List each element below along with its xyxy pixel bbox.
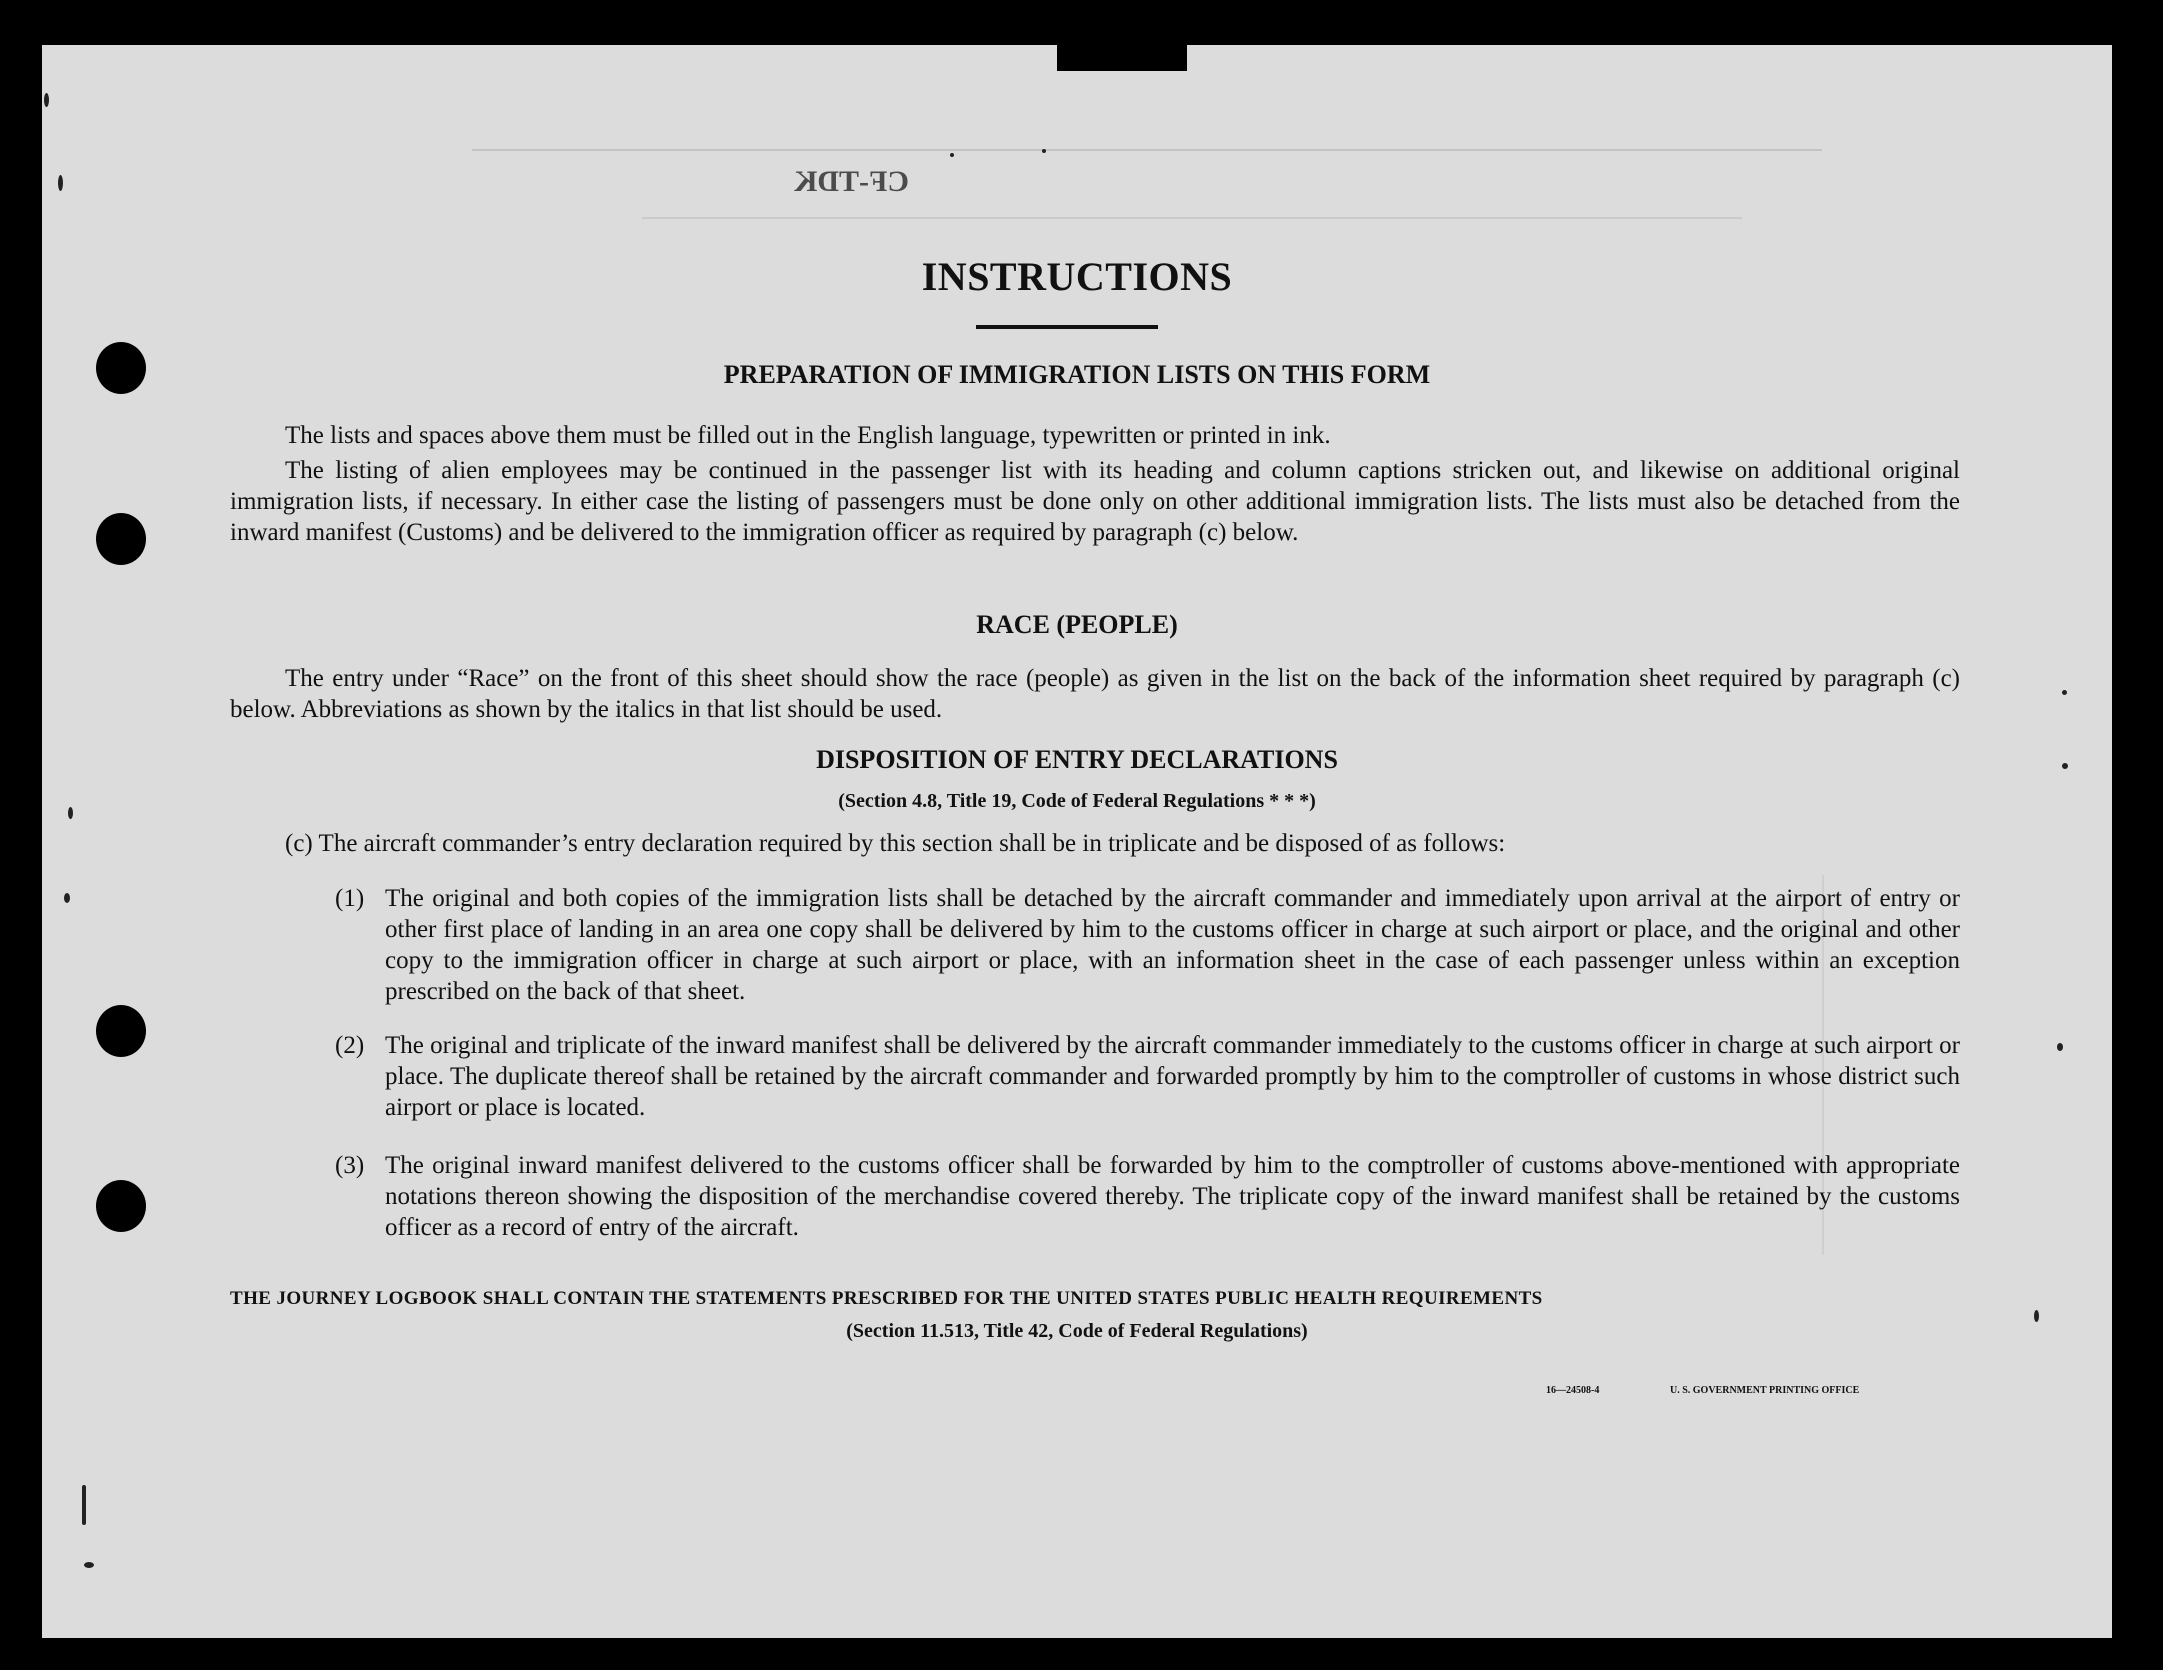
scan-speck <box>64 893 70 903</box>
scan-speck <box>2057 1043 2063 1051</box>
item-number: (3) <box>335 1152 365 1179</box>
scan-speck <box>84 1562 94 1568</box>
scan-speck <box>68 807 73 819</box>
scan-speck <box>58 175 63 191</box>
item-number: (1) <box>335 885 365 912</box>
disposition-intro: (c) The aircraft commander’s entry declaration required by this section shall be in triplicate and be disposed of as follows: <box>285 830 1506 857</box>
scan-speck <box>44 93 49 107</box>
bleed-through-line <box>642 195 1742 219</box>
punch-hole <box>96 1180 146 1232</box>
printer-name: U. S. GOVERNMENT PRINTING OFFICE <box>1670 1385 1860 1396</box>
scan-speck <box>2034 1310 2039 1322</box>
item-number: (2) <box>335 1032 365 1059</box>
punch-hole <box>96 513 146 565</box>
preparation-heading: PREPARATION OF IMMIGRATION LISTS ON THIS FORM <box>723 360 1431 389</box>
bleed-through-line <box>472 125 1822 151</box>
title-underline <box>976 325 1158 329</box>
scan-speck <box>1042 149 1046 153</box>
scan-speck <box>2062 763 2068 769</box>
preparation-paragraph-1: The lists and spaces above them must be filled out in the English language, typewritten or printed in ink. <box>285 422 1331 449</box>
scan-speck <box>2062 690 2067 695</box>
bleed-through-mark: CF-TDK <box>794 165 909 198</box>
disposition-heading: DISPOSITION OF ENTRY DECLARATIONS <box>816 745 1338 774</box>
preparation-paragraph-2: The listing of alien employees may be continued in the passenger list with its heading and column captions stricken out, and likewise on additional original immigration lists, if necessary. In either case the listing of passengers must be done only on other additional immigration lists. The lists must also be detached from the inward manifest (Customs) and be delivered to the immigration officer as required by paragraph (c) below. <box>230 457 1960 546</box>
scan-speck <box>82 1485 86 1525</box>
disposition-citation: (Section 4.8, Title 19, Code of Federal Regulations * * *) <box>838 790 1316 812</box>
public-health-statement: THE JOURNEY LOGBOOK SHALL CONTAIN THE STATEMENTS PRESCRIBED FOR THE UNITED STATES PUBLIC HEALTH REQUIREMENTS <box>230 1288 1543 1309</box>
scan-speck <box>950 153 954 157</box>
item-text: The original inward manifest delivered to the customs officer shall be forwarded by him to the comptroller of customs above-mentioned with appropriate notations thereon showing the disposition of the merchandise covered thereby. The triplicate copy of the inward manifest shall be retained by the customs officer as a record of entry of the aircraft. <box>385 1152 1960 1241</box>
page-title: INSTRUCTIONS <box>921 254 1233 299</box>
public-health-citation: (Section 11.513, Title 42, Code of Federal Regulations) <box>846 1320 1308 1342</box>
race-paragraph: The entry under “Race” on the front of this sheet should show the race (people) as given in the list on the back of the information sheet required by paragraph (c) below. Abbreviations as shown by the italics in that list should be used. <box>230 665 1960 723</box>
item-text: The original and both copies of the immigration lists shall be detached by the aircraft commander and immediately upon arrival at the airport of entry or other first place of landing in an area one copy shall be delivered by him to the customs officer in charge at such airport or place, and the original and other copy to the immigration officer in charge at such airport or place, with an information sheet in the case of each passenger unless within an exception prescribed on the back of that sheet. <box>385 885 1960 1005</box>
printer-code: 16—24508-4 <box>1546 1385 1600 1396</box>
race-heading: RACE (PEOPLE) <box>976 610 1178 639</box>
punch-hole <box>96 1005 146 1057</box>
item-text: The original and triplicate of the inward manifest shall be delivered by the aircraft commander immediately to the customs officer in charge at such airport or place. The duplicate thereof shall be retained by the aircraft commander and forwarded promptly by him to the comptroller of customs in whose district such airport or place is located. <box>385 1032 1960 1121</box>
page-notch <box>1057 45 1187 71</box>
document-page <box>42 45 2112 1638</box>
